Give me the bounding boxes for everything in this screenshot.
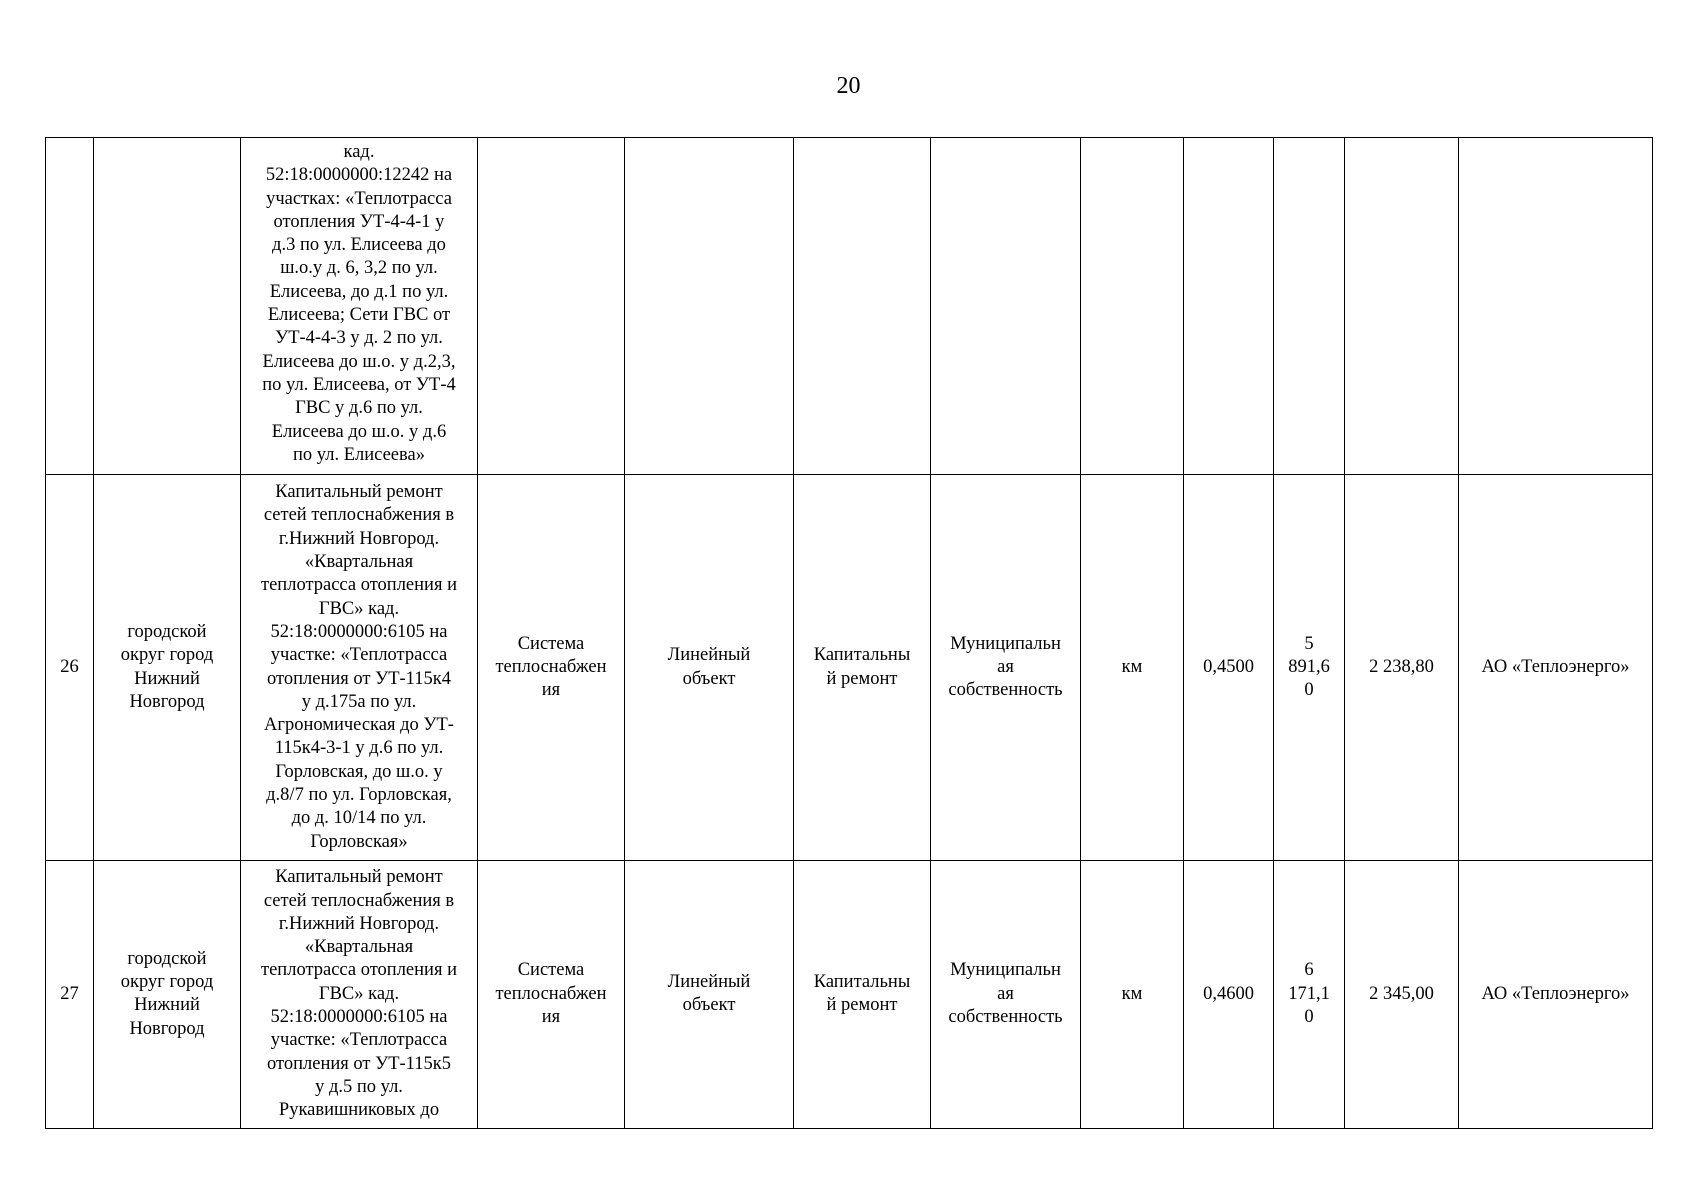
- cell-cost-1: 6 171,1 0: [1274, 860, 1345, 1128]
- cell-system: [478, 138, 625, 475]
- cell-work-type: Капитальны й ремонт: [794, 475, 931, 860]
- cell-organization: АО «Теплоэнерго»: [1459, 860, 1653, 1128]
- cell-object-type: [625, 138, 794, 475]
- table-row-continuation: [46, 138, 1653, 475]
- cell-description: Капитальный ремонт сетей теплоснабжения в г.Нижний Новгород. «Квартальная теплотрасса отопления и ГВС» кад. 52:18:0000000:6105 на участке: «Теплотрасса отопления от УТ-115к4 у д.175а по ул. Агрономическая до УТ- 115к4-3-1 у д.6 по ул. Горловская, до ш.о. у д.8/7 по ул. Горловская, до д. 10/14 по ул. Горловская»: [241, 475, 478, 860]
- cell-description: Капитальный ремонт сетей теплоснабжения в г.Нижний Новгород. «Квартальная теплотрасса отопления и ГВС» кад. 52:18:0000000:6105 на участке: «Теплотрасса отопления от УТ-115к5 у д.5 по ул. Рукавишниковых до: [241, 860, 478, 1128]
- cell-number: 26: [46, 475, 94, 860]
- cell-organization: АО «Теплоэнерго»: [1459, 475, 1653, 860]
- cell-system: Система теплоснабжен ия: [478, 860, 625, 1128]
- page-number: 20: [836, 73, 861, 99]
- cell-organization: [1459, 138, 1653, 475]
- cell-number: [46, 138, 94, 475]
- cell-ownership: [931, 138, 1081, 475]
- cell-unit: км: [1081, 475, 1184, 860]
- table-row-27: [46, 860, 1653, 1128]
- cell-cost-1: [1274, 138, 1345, 475]
- cell-description: кад. 52:18:0000000:12242 на участках: «Теплотрасса отопления УТ-4-4-1 у д.3 по ул. Елисеева до ш.о.у д. 6, 3,2 по ул. Елисеева, до д.1 по ул. Елисеева; Сети ГВС от УТ-4-4-3 у д. 2 по ул. Елисеева до ш.о. у д.2,3, по ул. Елисеева, от УТ-4 ГВС у д.6 по ул. Елисеева до ш.о. у д.6 по ул. Елисеева»: [241, 138, 478, 475]
- cell-cost-1: 5 891,6 0: [1274, 475, 1345, 860]
- cell-quantity: 0,4500: [1184, 475, 1274, 860]
- cell-object-type: Линейный объект: [625, 860, 794, 1128]
- cell-quantity: 0,4600: [1184, 860, 1274, 1128]
- cell-work-type: Капитальны й ремонт: [794, 860, 931, 1128]
- projects-table: [45, 137, 1653, 1129]
- cell-number: 27: [46, 860, 94, 1128]
- cell-municipality: городской округ город Нижний Новгород: [94, 475, 241, 860]
- cell-quantity: [1184, 138, 1274, 475]
- cell-cost-2: [1345, 138, 1459, 475]
- cell-unit: [1081, 138, 1184, 475]
- cell-cost-2: 2 238,80: [1345, 475, 1459, 860]
- cell-unit: км: [1081, 860, 1184, 1128]
- cell-ownership: Муниципальн ая собственность: [931, 475, 1081, 860]
- cell-object-type: Линейный объект: [625, 475, 794, 860]
- cell-municipality: [94, 138, 241, 475]
- table-row-26: [46, 475, 1653, 860]
- cell-cost-2: 2 345,00: [1345, 860, 1459, 1128]
- cell-ownership: Муниципальн ая собственность: [931, 860, 1081, 1128]
- cell-work-type: [794, 138, 931, 475]
- cell-system: Система теплоснабжен ия: [478, 475, 625, 860]
- cell-municipality: городской округ город Нижний Новгород: [94, 860, 241, 1128]
